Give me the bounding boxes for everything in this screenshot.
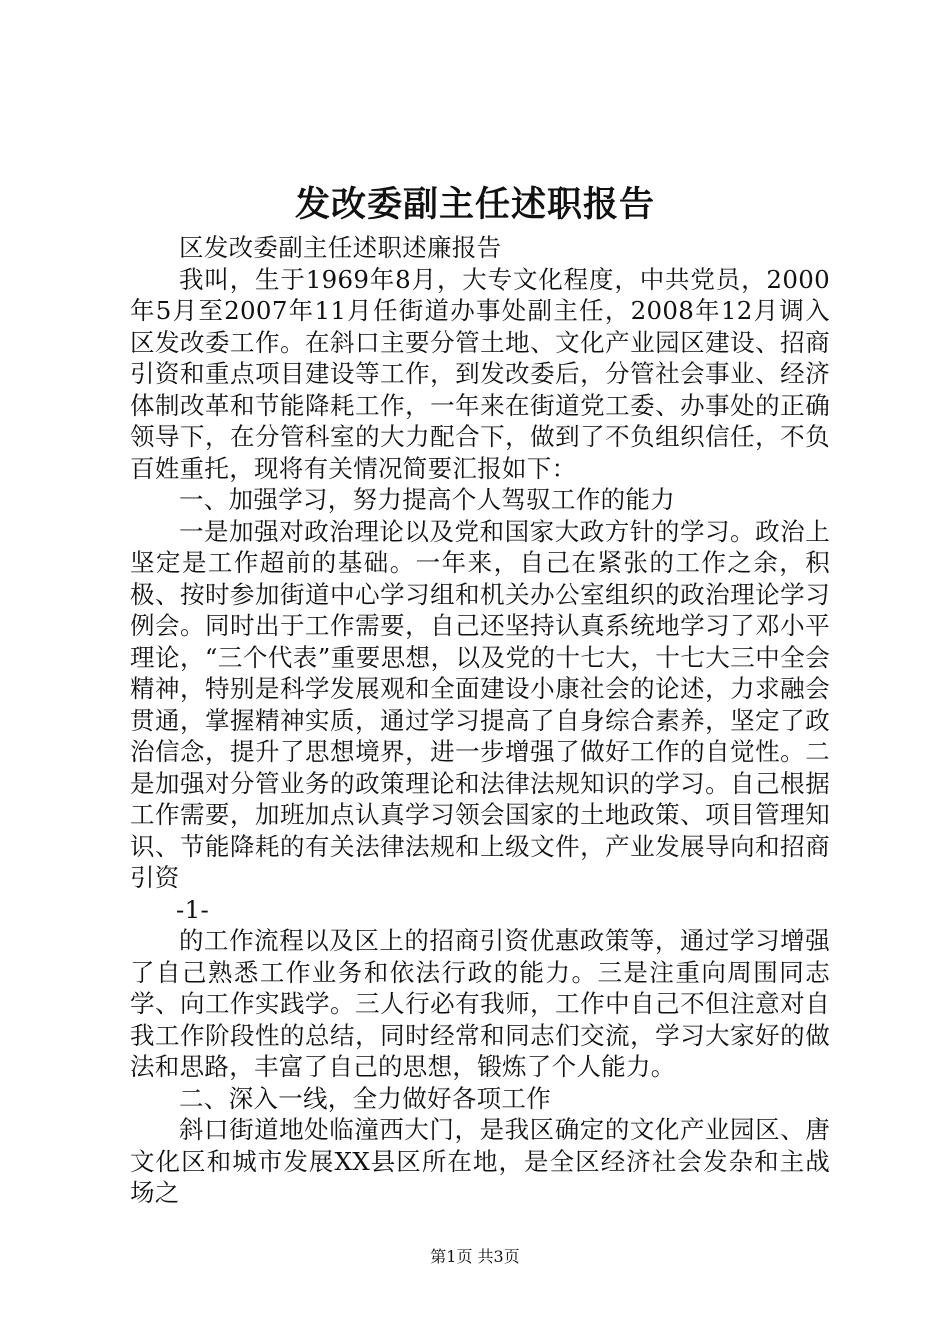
body-paragraph: 斜口街道地处临潼西大门，是我区确定的文化产业园区、唐文化区和城市发展XX县区所在地，是全区经济社会发杂和主战场之 (130, 1115, 830, 1207)
body-paragraph: 的工作流程以及区上的招商引资优惠政策等，通过学习增强了自己熟悉工作业务和依法行政的能力。三是注重向周围同志学、向工作实践学。三人行必有我师，工作中自己不但注意对自我工作阶段性的总结，同时经常和同志们交流，学习大家好的做法和思路，丰富了自己的思想，锻炼了个人能力。 (130, 926, 830, 1081)
subtitle-paragraph: 区发改委副主任述职述廉报告 (179, 233, 502, 262)
body-paragraph: 我叫，生于1969年8月，大专文化程度，中共党员，2000年5月至2007年11月任街道办事处副主任，2008年12月调入区发改委工作。在斜口主要分管土地、文化产业园区建设、招商引资和重点项目建设等工作，到发改委后，分管社会事业、经济体制改革和节能降耗工作，一年来在街道党工委、办事处的正确领导下，在分管科室的大力配合下，做到了不负组织信任，不负百姓重托，现将有关情况简要汇报如下： (130, 264, 830, 483)
body-paragraph: 一是加强对政治理论以及党和国家大政方针的学习。政治上坚定是工作超前的基础。一年来，自己在紧张的工作之余，积极、按时参加街道中心学习组和机关办公室组织的政治理论学习例会。同时出于工作需要，自己还坚持认真系统地学习了邓小平理论，“三个代表”重要思想，以及党的十七大，十七大三中全会精神，特别是科学发展观和全面建设小康社会的论述，力求融会贯通，掌握精神实质，通过学习提高了自身综合素养，坚定了政治信念，提升了思想境界，进一步增强了做好工作的自觉性。二是加强对分管业务的政策理论和法律法规知识的学习。自己根据工作需要，加班加点认真学习领会国家的土地政策、项目管理知识、节能降耗的有关法律法规和上级文件，产业发展导向和招商引资 (130, 516, 830, 892)
section-heading: 一、加强学习，努力提高个人驾驭工作的能力 (179, 485, 675, 514)
section-heading: 二、深入一线，全力做好各项工作 (179, 1083, 551, 1113)
document-title: 发改委副主任述职报告 (294, 184, 655, 225)
document-body (130, 232, 830, 1209)
inline-page-marker: -1- (176, 894, 210, 924)
page-footer: 第1页 共3页 (430, 1247, 520, 1266)
